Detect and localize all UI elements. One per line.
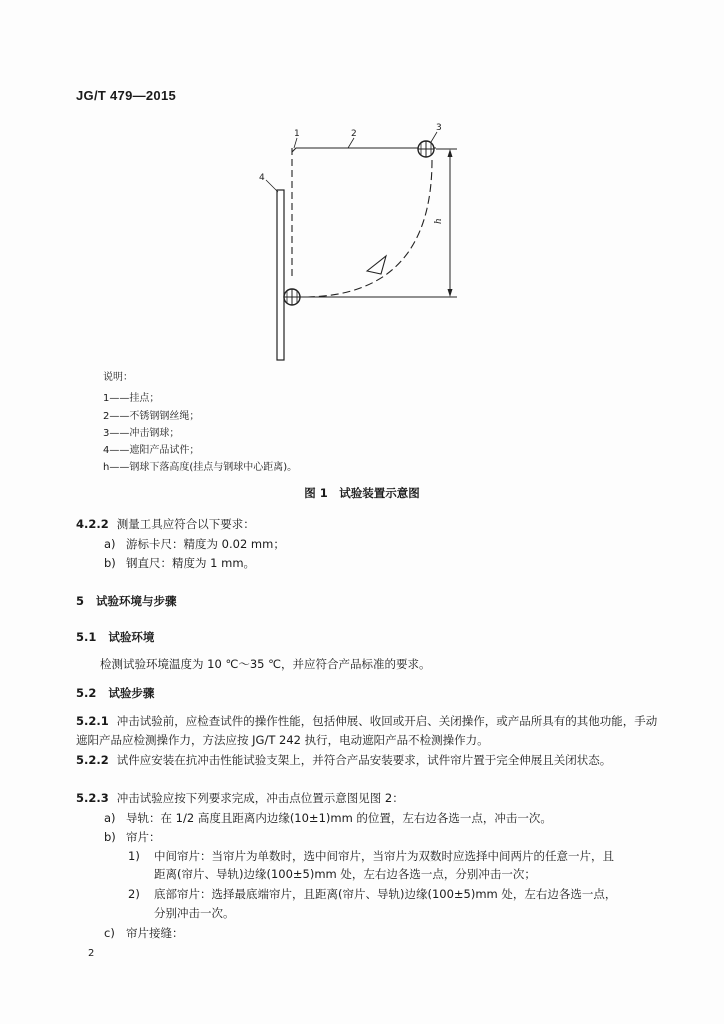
clause-text: 试件应安装在抗冲击性能试验支架上，并符合产品安装要求，试件帘片置于完全伸展且关闭状态。 [116,753,612,767]
list-marker: a) [104,537,116,551]
h-arrow-top [448,149,453,157]
legend-item: 2——不锈钢钢丝绳； [103,411,200,422]
sub-list-item [128,848,614,864]
list-text-continued: 距离(帘片、导轨)边缘(100±5)mm 处，左右边各选一点，分别冲击一次； [154,867,536,881]
section-number: 5.1 [76,630,97,644]
steel-ball-top [418,141,434,157]
leader-3 [431,132,437,142]
swing-direction-arrow [367,256,386,274]
figure-caption: 图 1 试验装置示意图 [304,486,420,500]
h-arrow-bottom [448,289,453,297]
legend-item: 3——冲击钢球； [103,428,180,439]
list-text: 中间帘片：当帘片为单数时，选中间帘片，当帘片为双数时应选择中间两片的任意一片，且 [154,849,614,863]
list-item [104,829,161,845]
legend-item: 4——遮阳产品试件； [103,445,200,456]
clause-text: 冲击试验应按下列要求完成，冲击点位置示意图见图 2： [116,791,404,805]
list-text-continued: 分别冲击一次。 [154,906,235,920]
label-4: 4 [259,173,265,183]
label-1: 1 [294,129,300,139]
list-marker: c) [104,926,115,940]
list-item [104,925,184,941]
legend-title: 说明： [103,372,133,383]
standard-number: JG/T 479—2015 [76,88,177,103]
clause-number: 5.2.1 [76,714,109,728]
section-title: 试验环境 [108,630,155,644]
swing-arc [308,160,432,297]
section-title: 试验环境与步骤 [96,594,177,608]
clause-5-2-3 [76,790,404,806]
clause-number: 4.2.2 [76,517,109,531]
legend-item: 1——挂点； [103,393,160,404]
list-item [104,536,285,552]
h-label: h [434,218,444,224]
leader-4 [266,180,278,192]
leader-2 [348,138,354,148]
list-item [104,555,255,571]
clause-text: 测量工具应符合以下要求： [116,517,255,531]
list-marker: b) [104,830,116,844]
list-text: 帘片： [126,830,161,844]
wire-rope [292,148,436,152]
sub-list-item [128,886,616,902]
leader-1 [294,138,297,148]
list-text: 游标卡尺：精度为 0.02 mm； [126,537,285,551]
clause-text: 检测试验环境温度为 10 ℃～35 ℃，并应符合产品标准的要求。 [100,657,431,671]
clause-5-2-1 [76,712,662,750]
section-number: 5 [76,594,85,608]
list-marker: 1) [128,849,140,863]
specimen-bar [277,190,284,360]
clause-5-2-2 [76,751,662,770]
section-number: 5.2 [76,686,97,700]
section-title: 试验步骤 [108,686,155,700]
list-marker: 2) [128,887,140,901]
steel-ball-bottom [284,289,300,305]
list-text: 钢直尺：精度为 1 mm。 [126,556,256,570]
page-number: 2 [88,948,95,959]
legend-item: h——钢球下落高度(挂点与钢球中心距离)。 [103,462,298,473]
clause-number: 5.2.2 [76,753,109,767]
list-text: 导轨：在 1/2 高度且距离内边缘(10±1)mm 的位置，左右边各选一点，冲击一次。 [126,811,552,825]
test-apparatus-diagram [250,118,470,363]
section-5-heading [76,593,177,609]
list-marker: b) [104,556,116,570]
list-item [104,810,552,826]
label-3: 3 [436,123,442,133]
clause-4-2-2 [76,516,255,532]
section-5-1-heading [76,629,154,645]
section-5-2-heading [76,685,154,701]
list-text: 帘片接缝： [126,926,184,940]
clause-text: 冲击试验前，应检查试件的操作性能，包括伸展、收回或开启、关闭操作，或产品所具有的其他功能，手动遮阳产品应检测操作力，方法应按 JG/T 242 执行，电动遮阳产品不检测操作力。 [76,714,658,747]
list-marker: a) [104,811,116,825]
label-2: 2 [351,129,357,139]
list-text: 底部帘片：选择最底端帘片，且距离(帘片、导轨)边缘(100±5)mm 处，左右边各选一点， [154,887,617,901]
clause-number: 5.2.3 [76,791,109,805]
